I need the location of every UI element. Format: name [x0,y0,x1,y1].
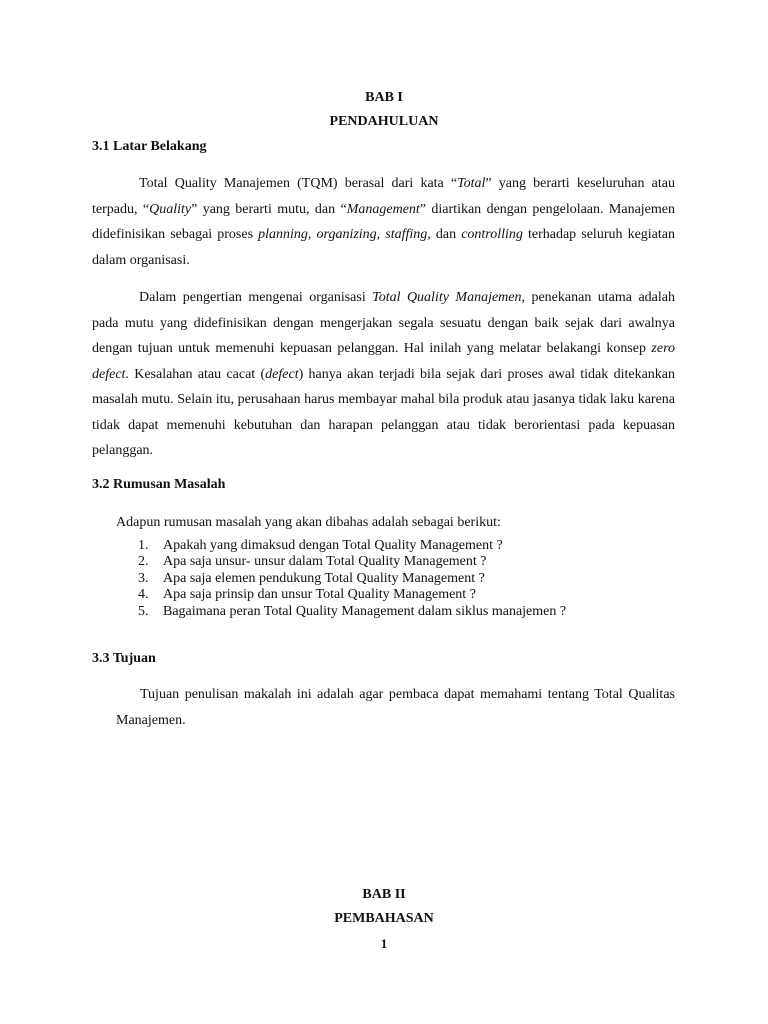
chapter-1-label: BAB I [365,90,403,105]
list-item [138,538,566,554]
list-text: Apa saja unsur- unsur dalam Total Quality Management ? [163,554,487,570]
list-text: Apa saja elemen pendukung Total Quality Management ? [163,570,485,586]
list-item [138,604,566,620]
section-3-1-heading: 3.1 Latar Belakang [92,139,207,154]
list-text: Apa saja prinsip dan unsur Total Quality Management ? [163,587,476,603]
section-3-3-paragraph: Tujuan penulisan makalah ini adalah agar pembaca dapat memahami tentang Total Qualitas Manajemen. [116,687,675,728]
list-number: 4. [138,587,149,603]
section-3-2-intro: Adapun rumusan masalah yang akan dibahas adalah sebagai berikut: [116,515,501,530]
list-item [138,554,566,570]
list-text: Bagaimana peran Total Quality Management dalam siklus manajemen ? [163,603,567,619]
section-3-2-heading: 3.2 Rumusan Masalah [92,477,226,492]
list-number: 1. [138,538,149,553]
list-text: Apakah yang dimaksud dengan Total Quality Management ? [163,538,503,553]
list-item [138,571,566,587]
list-number: 2. [138,554,149,570]
section-3-3-heading: 3.3 Tujuan [92,651,156,666]
chapter-1-title: PENDAHULUAN [329,114,439,129]
problem-list [138,538,566,620]
list-number: 3. [138,570,149,586]
section-3-1-paragraph-1: Total Quality Manajemen (TQM) berasal dari kata “Total” yang berarti keseluruhan atau terpadu, “Quality” yang berarti mutu, dan “Management” diartikan dengan pengelolaan. Manajemen didefinisikan sebagai proses planning, organizing, staffing, dan controlling terhadap seluruh kegiatan dalam organisasi. [92,176,675,268]
list-number: 5. [138,603,149,619]
chapter-2-label: BAB II [362,887,406,902]
section-3-1-paragraph-2: Dalam pengertian mengenai organisasi Total Quality Manajemen, penekanan utama adalah pada mutu yang didefinisikan dengan mengerjakan segala sesuatu dengan baik sejak dari awalnya dengan tujuan untuk memenuhi kepuasan pelanggan. Hal inilah yang melatar belakangi konsep zero defect. Kesalahan atau cacat (defect) hanya akan terjadi bila sejak dari proses awal tidak ditekankan masalah mutu. Selain itu, perusahaan harus membayar mahal bila produk atau jasanya tidak laku karena tidak dapat memenuhi kebutuhan dan harapan pelanggan atau tidak berorientasi pada kepuasan pelanggan. [92,290,675,458]
page-number: 1 [380,936,388,951]
chapter-2-title: PEMBAHASAN [334,911,434,926]
list-item [138,587,566,603]
